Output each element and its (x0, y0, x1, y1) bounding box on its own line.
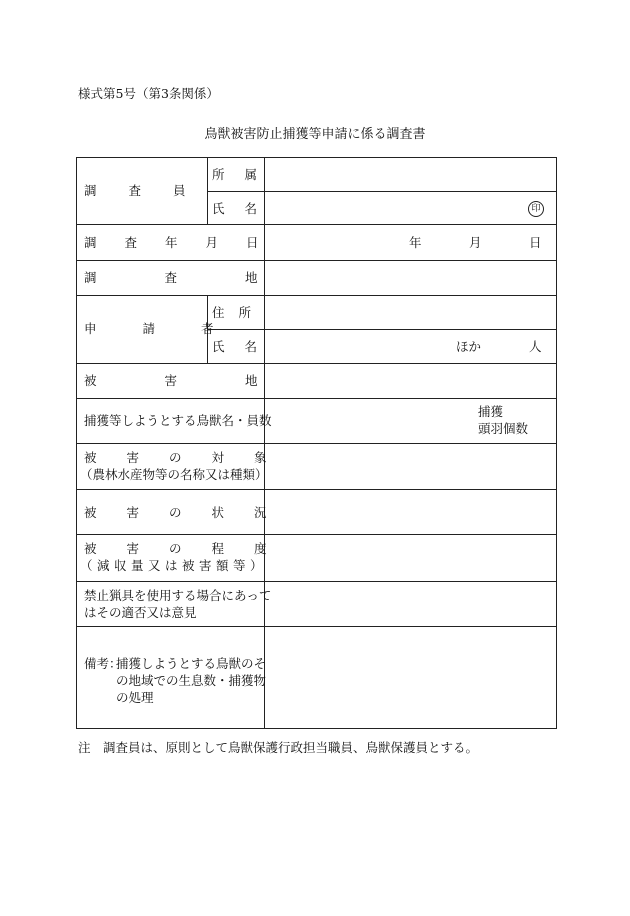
applicant-others: ほか (456, 339, 482, 354)
species-label: 捕獲等しようとする鳥獣名・員数 (84, 413, 272, 428)
affiliation-label: 所属 (212, 167, 278, 182)
date-day: 日 (529, 235, 542, 250)
prohibited-gear-label-line2: はその適否又は意見 (84, 605, 197, 620)
investigator-name-label: 氏名 (212, 201, 278, 216)
damage-target-label: 被害の対象 (84, 450, 297, 465)
applicant-address-entry-cell[interactable] (265, 296, 556, 329)
investigator-name-entry-cell[interactable] (265, 192, 525, 224)
footnote: 注 調査員は、原則として鳥獣保護行政担当職員、鳥獣保護員とする。 (78, 740, 479, 755)
survey-table (76, 157, 557, 729)
damage-extent-entry-cell[interactable] (265, 535, 556, 581)
date-year: 年 (409, 235, 422, 250)
damage-site-label: 被害地 (84, 373, 326, 388)
capture-unit-line1: 捕獲 (478, 404, 504, 419)
date-month: 月 (469, 235, 482, 250)
date-label: 調査年月日 (84, 235, 287, 250)
affiliation-entry-cell[interactable] (265, 158, 556, 191)
document-title: 鳥獣被害防止捕獲等申請に係る調査書 (204, 127, 426, 142)
applicant-persons: 人 (529, 339, 542, 354)
remarks-line2: の地域での生息数・捕獲物 (116, 673, 267, 688)
damage-site-entry-cell[interactable] (265, 364, 556, 398)
applicant-name-entry-cell[interactable] (265, 330, 455, 363)
remarks-line3: の処理 (116, 690, 154, 705)
applicant-name-label: 氏名 (212, 339, 278, 354)
location-entry-cell[interactable] (265, 261, 556, 295)
form-number: 様式第5号（第3条関係） (78, 86, 219, 101)
date-entry-cell[interactable] (265, 225, 556, 260)
remarks-line1: 捕獲しようとする鳥獣のそ (116, 656, 267, 671)
damage-condition-label: 被害の状況 (84, 505, 297, 520)
investigator-label-text: 調査員 (84, 183, 218, 198)
damage-extent-label: 被害の程度 (84, 541, 297, 556)
location-label: 調査地 (84, 270, 326, 285)
damage-extent-sublabel: （減収量又は被害額等） (80, 558, 268, 573)
damage-target-sublabel: （農林水産物等の名称又は種類） (80, 467, 268, 482)
species-entry-cell[interactable] (265, 399, 475, 443)
table-border-bottom (76, 728, 557, 729)
applicant-address-label: 住所 (212, 305, 266, 320)
seal-mark-icon: 印 (528, 201, 544, 217)
prohibited-gear-entry-cell[interactable] (265, 582, 556, 626)
investigator-label (84, 182, 218, 199)
prohibited-gear-label-line1: 禁止猟具を使用する場合にあって (84, 588, 272, 603)
damage-condition-entry-cell[interactable] (265, 490, 556, 534)
remarks-prefix: 備考： (84, 656, 122, 671)
remarks-entry-cell[interactable] (265, 627, 556, 728)
damage-target-entry-cell[interactable] (265, 444, 556, 489)
applicant-label: 申請者 (84, 321, 260, 336)
capture-unit-line2: 頭羽個数 (478, 421, 529, 436)
